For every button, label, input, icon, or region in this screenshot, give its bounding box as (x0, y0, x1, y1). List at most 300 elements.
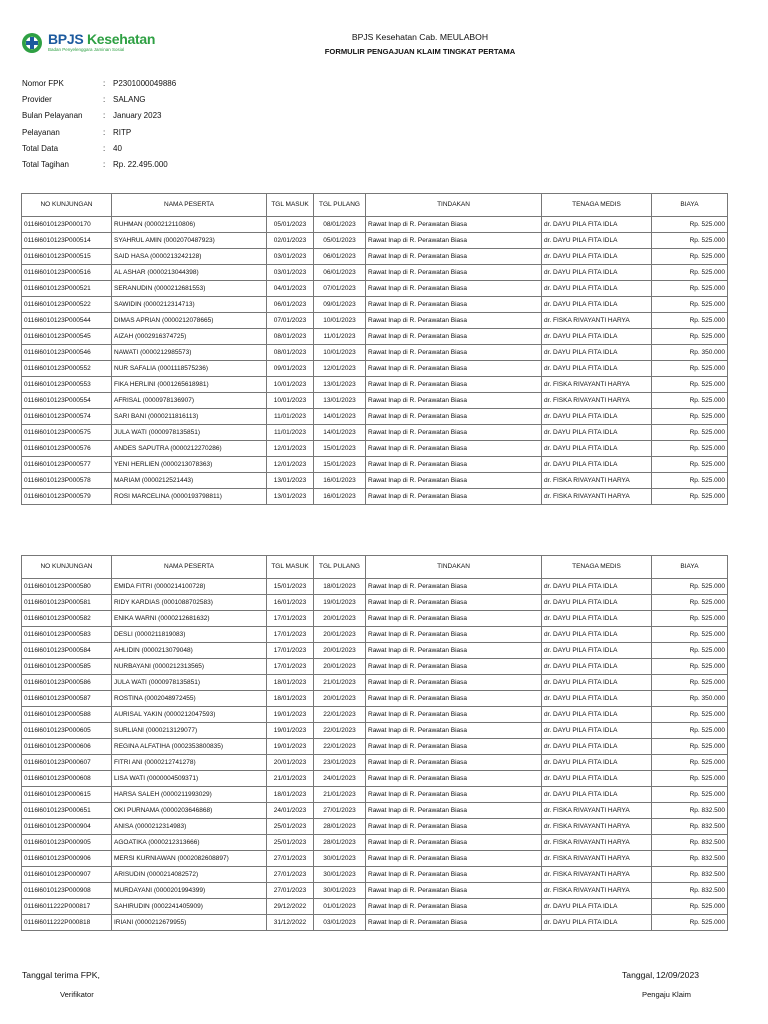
table-row (22, 425, 728, 441)
tindakan-cell: Rawat Inap di R. Perawatan Biasa (366, 441, 542, 457)
tgl-masuk-cell: 12/01/2023 (267, 441, 314, 457)
table-row (22, 675, 728, 691)
table-header-row (22, 194, 728, 217)
table-row (22, 755, 728, 771)
tenaga-medis-cell: dr. DAYU PILA FITA IDLA (542, 579, 652, 595)
tgl-pulang-cell: 10/01/2023 (314, 313, 366, 329)
tindakan-cell: Rawat Inap di R. Perawatan Biasa (366, 473, 542, 489)
tindakan-cell: Rawat Inap di R. Perawatan Biasa (366, 265, 542, 281)
tgl-masuk-cell: 10/01/2023 (267, 393, 314, 409)
biaya-cell: Rp. 525.000 (652, 393, 728, 409)
column-header-tenaga-medis: TENAGA MEDIS (542, 556, 652, 579)
tenaga-medis-cell: dr. DAYU PILA FITA IDLA (542, 297, 652, 313)
no-kunjungan-cell: 0116l6010123P000576 (22, 441, 112, 457)
tenaga-medis-cell: dr. DAYU PILA FITA IDLA (542, 595, 652, 611)
tenaga-medis-cell: dr. FISKA RIVAYANTI HARYA (542, 867, 652, 883)
tindakan-cell: Rawat Inap di R. Perawatan Biasa (366, 755, 542, 771)
tenaga-medis-cell: dr. FISKA RIVAYANTI HARYA (542, 883, 652, 899)
date-value: 12/09/2023 (656, 970, 700, 980)
table-row (22, 723, 728, 739)
tgl-pulang-cell: 23/01/2023 (314, 755, 366, 771)
tenaga-medis-cell: dr. DAYU PILA FITA IDLA (542, 249, 652, 265)
tindakan-cell: Rawat Inap di R. Perawatan Biasa (366, 835, 542, 851)
biaya-cell: Rp. 832.500 (652, 803, 728, 819)
no-kunjungan-cell: 0116l6010123P000552 (22, 361, 112, 377)
biaya-cell: Rp. 525.000 (652, 457, 728, 473)
biaya-cell: Rp. 350.000 (652, 691, 728, 707)
table-row (22, 915, 728, 931)
nama-peserta-cell: SYAHRUL AMIN (0002070487923) (112, 233, 267, 249)
biaya-cell: Rp. 525.000 (652, 281, 728, 297)
biaya-cell: Rp. 832.500 (652, 835, 728, 851)
tgl-masuk-cell: 05/01/2023 (267, 217, 314, 233)
nama-peserta-cell: ANISA (0000212314983) (112, 819, 267, 835)
tenaga-medis-cell: dr. DAYU PILA FITA IDLA (542, 643, 652, 659)
nama-peserta-cell: JULA WATI (0000978135851) (112, 425, 267, 441)
biaya-cell: Rp. 525.000 (652, 297, 728, 313)
form-title: FORMULIR PENGAJUAN KLAIM TINGKAT PERTAMA (324, 47, 516, 56)
tenaga-medis-cell: dr. FISKA RIVAYANTI HARYA (542, 377, 652, 393)
no-kunjungan-cell: 0116l6010123P000606 (22, 739, 112, 755)
no-kunjungan-cell: 0116l6010123P000588 (22, 707, 112, 723)
nama-peserta-cell: OKI PURNAMA (0000203646868) (112, 803, 267, 819)
tgl-pulang-cell: 13/01/2023 (314, 393, 366, 409)
info-label: Bulan Pelayanan (22, 111, 83, 121)
tenaga-medis-cell: dr. DAYU PILA FITA IDLA (542, 361, 652, 377)
tindakan-cell: Rawat Inap di R. Perawatan Biasa (366, 377, 542, 393)
tgl-pulang-cell: 11/01/2023 (314, 329, 366, 345)
tgl-pulang-cell: 21/01/2023 (314, 675, 366, 691)
column-header-no-kunjungan: NO KUNJUNGAN (22, 194, 112, 217)
tenaga-medis-cell: dr. DAYU PILA FITA IDLA (542, 675, 652, 691)
nama-peserta-cell: IRIANI (0000212679955) (112, 915, 267, 931)
tenaga-medis-cell: dr. DAYU PILA FITA IDLA (542, 707, 652, 723)
tgl-pulang-cell: 22/01/2023 (314, 739, 366, 755)
info-colon: : (103, 79, 106, 88)
tenaga-medis-cell: dr. DAYU PILA FITA IDLA (542, 281, 652, 297)
table-row (22, 345, 728, 361)
tgl-pulang-cell: 07/01/2023 (314, 281, 366, 297)
info-label: Nomor FPK (22, 79, 64, 88)
info-value: Rp. 22.495.000 (113, 159, 168, 169)
tenaga-medis-cell: dr. DAYU PILA FITA IDLA (542, 771, 652, 787)
tindakan-cell: Rawat Inap di R. Perawatan Biasa (366, 851, 542, 867)
table-row (22, 771, 728, 787)
info-label: Pelayanan (22, 127, 60, 137)
no-kunjungan-cell: 0116l6010123P000907 (22, 867, 112, 883)
tgl-masuk-cell: 27/01/2023 (267, 851, 314, 867)
nama-peserta-cell: AIZAH (0002916374725) (112, 329, 267, 345)
nama-peserta-cell: ENIKA WARNI (0000212681632) (112, 611, 267, 627)
biaya-cell: Rp. 525.000 (652, 611, 728, 627)
verifier-label: Verifikator (60, 990, 94, 999)
tgl-masuk-cell: 11/01/2023 (267, 425, 314, 441)
info-colon: : (103, 127, 106, 137)
tgl-masuk-cell: 08/01/2023 (267, 329, 314, 345)
tenaga-medis-cell: dr. DAYU PILA FITA IDLA (542, 329, 652, 345)
tenaga-medis-cell: dr. DAYU PILA FITA IDLA (542, 739, 652, 755)
tenaga-medis-cell: dr. DAYU PILA FITA IDLA (542, 659, 652, 675)
tindakan-cell: Rawat Inap di R. Perawatan Biasa (366, 643, 542, 659)
nama-peserta-cell: MERSI KURNIAWAN (0002082608897) (112, 851, 267, 867)
tindakan-cell: Rawat Inap di R. Perawatan Biasa (366, 345, 542, 361)
tgl-pulang-cell: 28/01/2023 (314, 835, 366, 851)
tenaga-medis-cell: dr. DAYU PILA FITA IDLA (542, 457, 652, 473)
tgl-masuk-cell: 31/12/2022 (267, 915, 314, 931)
table-row (22, 377, 728, 393)
tenaga-medis-cell: dr. FISKA RIVAYANTI HARYA (542, 851, 652, 867)
no-kunjungan-cell: 0116l6010123P000582 (22, 611, 112, 627)
tgl-masuk-cell: 27/01/2023 (267, 867, 314, 883)
no-kunjungan-cell: 0116l6010123P000615 (22, 787, 112, 803)
tenaga-medis-cell: dr. FISKA RIVAYANTI HARYA (542, 489, 652, 505)
tgl-pulang-cell: 22/01/2023 (314, 707, 366, 723)
column-header-tgl-pulang: TGL PULANG (314, 556, 366, 579)
table-row (22, 329, 728, 345)
tindakan-cell: Rawat Inap di R. Perawatan Biasa (366, 675, 542, 691)
tgl-masuk-cell: 04/01/2023 (267, 281, 314, 297)
table-row (22, 643, 728, 659)
biaya-cell: Rp. 525.000 (652, 723, 728, 739)
table-row (22, 787, 728, 803)
tenaga-medis-cell: dr. DAYU PILA FITA IDLA (542, 441, 652, 457)
tgl-masuk-cell: 17/01/2023 (267, 611, 314, 627)
tenaga-medis-cell: dr. FISKA RIVAYANTI HARYA (542, 473, 652, 489)
received-date-label: Tanggal terima FPK, (22, 970, 100, 980)
tindakan-cell: Rawat Inap di R. Perawatan Biasa (366, 819, 542, 835)
tgl-pulang-cell: 30/01/2023 (314, 851, 366, 867)
table-row (22, 803, 728, 819)
table-row (22, 313, 728, 329)
table-row (22, 393, 728, 409)
tenaga-medis-cell: dr. DAYU PILA FITA IDLA (542, 233, 652, 249)
tgl-masuk-cell: 07/01/2023 (267, 313, 314, 329)
column-header-tgl-masuk: TGL MASUK (267, 194, 314, 217)
tgl-pulang-cell: 28/01/2023 (314, 819, 366, 835)
biaya-cell: Rp. 525.000 (652, 595, 728, 611)
info-label: Total Data (22, 143, 59, 153)
table-row (22, 457, 728, 473)
tindakan-cell: Rawat Inap di R. Perawatan Biasa (366, 233, 542, 249)
tgl-masuk-cell: 20/01/2023 (267, 755, 314, 771)
no-kunjungan-cell: 0116l6010123P000521 (22, 281, 112, 297)
info-value: RITP (113, 127, 132, 137)
tgl-masuk-cell: 16/01/2023 (267, 595, 314, 611)
info-value: January 2023 (113, 111, 162, 121)
tgl-pulang-cell: 10/01/2023 (314, 345, 366, 361)
no-kunjungan-cell: 0116l6010123P000170 (22, 217, 112, 233)
tenaga-medis-cell: dr. FISKA RIVAYANTI HARYA (542, 313, 652, 329)
tgl-masuk-cell: 18/01/2023 (267, 691, 314, 707)
biaya-cell: Rp. 832.500 (652, 867, 728, 883)
tgl-pulang-cell: 20/01/2023 (314, 659, 366, 675)
tgl-masuk-cell: 06/01/2023 (267, 297, 314, 313)
biaya-cell: Rp. 832.500 (652, 819, 728, 835)
tindakan-cell: Rawat Inap di R. Perawatan Biasa (366, 249, 542, 265)
tenaga-medis-cell: dr. DAYU PILA FITA IDLA (542, 425, 652, 441)
column-header-tgl-pulang: TGL PULANG (314, 194, 366, 217)
tenaga-medis-cell: dr. FISKA RIVAYANTI HARYA (542, 835, 652, 851)
no-kunjungan-cell: 0116l6010123P000522 (22, 297, 112, 313)
tindakan-cell: Rawat Inap di R. Perawatan Biasa (366, 579, 542, 595)
tindakan-cell: Rawat Inap di R. Perawatan Biasa (366, 707, 542, 723)
nama-peserta-cell: DESLI (0000211819083) (112, 627, 267, 643)
nama-peserta-cell: HARSA SALEH (0000211993029) (112, 787, 267, 803)
biaya-cell: Rp. 525.000 (652, 265, 728, 281)
applicant-label: Pengaju Klaim (642, 990, 691, 999)
tgl-masuk-cell: 02/01/2023 (267, 233, 314, 249)
tenaga-medis-cell: dr. DAYU PILA FITA IDLA (542, 899, 652, 915)
no-kunjungan-cell: 0116l6010123P000516 (22, 265, 112, 281)
tindakan-cell: Rawat Inap di R. Perawatan Biasa (366, 329, 542, 345)
table-row (22, 249, 728, 265)
nama-peserta-cell: SURLIANI (0000213129077) (112, 723, 267, 739)
biaya-cell: Rp. 525.000 (652, 217, 728, 233)
biaya-cell: Rp. 525.000 (652, 771, 728, 787)
tgl-pulang-cell: 18/01/2023 (314, 579, 366, 595)
column-header-biaya: BIAYA (652, 194, 728, 217)
column-header-no-kunjungan: NO KUNJUNGAN (22, 556, 112, 579)
column-header-tgl-masuk: TGL MASUK (267, 556, 314, 579)
tindakan-cell: Rawat Inap di R. Perawatan Biasa (366, 361, 542, 377)
biaya-cell: Rp. 525.000 (652, 329, 728, 345)
no-kunjungan-cell: 0116l6010123P000651 (22, 803, 112, 819)
biaya-cell: Rp. 525.000 (652, 361, 728, 377)
nama-peserta-cell: AHLIDIN (0000213079048) (112, 643, 267, 659)
biaya-cell: Rp. 525.000 (652, 787, 728, 803)
table-row (22, 627, 728, 643)
tgl-masuk-cell: 13/01/2023 (267, 489, 314, 505)
biaya-cell: Rp. 832.500 (652, 851, 728, 867)
nama-peserta-cell: FIKA HERLINI (0001265618981) (112, 377, 267, 393)
tgl-masuk-cell: 10/01/2023 (267, 377, 314, 393)
info-value: SALANG (113, 95, 146, 105)
tindakan-cell: Rawat Inap di R. Perawatan Biasa (366, 489, 542, 505)
tgl-masuk-cell: 18/01/2023 (267, 675, 314, 691)
table-row (22, 611, 728, 627)
tindakan-cell: Rawat Inap di R. Perawatan Biasa (366, 313, 542, 329)
table-row (22, 441, 728, 457)
nama-peserta-cell: DIMAS APRIAN (0000212078665) (112, 313, 267, 329)
tgl-pulang-cell: 21/01/2023 (314, 787, 366, 803)
no-kunjungan-cell: 0116l6010123P000581 (22, 595, 112, 611)
biaya-cell: Rp. 525.000 (652, 233, 728, 249)
nama-peserta-cell: AGOATIKA (0000212313666) (112, 835, 267, 851)
tgl-masuk-cell: 17/01/2023 (267, 627, 314, 643)
table-row (22, 233, 728, 249)
biaya-cell: Rp. 525.000 (652, 409, 728, 425)
nama-peserta-cell: MURDAYANI (0000201994399) (112, 883, 267, 899)
nama-peserta-cell: NAWATI (0000212985573) (112, 345, 267, 361)
nama-peserta-cell: JULA WATI (0000978135851) (112, 675, 267, 691)
nama-peserta-cell: EMIDA FITRI (0000214100728) (112, 579, 267, 595)
tgl-masuk-cell: 11/01/2023 (267, 409, 314, 425)
table-row (22, 707, 728, 723)
no-kunjungan-cell: 0116l6010123P000574 (22, 409, 112, 425)
tindakan-cell: Rawat Inap di R. Perawatan Biasa (366, 281, 542, 297)
info-colon: : (103, 159, 106, 169)
biaya-cell: Rp. 525.000 (652, 675, 728, 691)
table-row (22, 595, 728, 611)
tgl-pulang-cell: 15/01/2023 (314, 457, 366, 473)
no-kunjungan-cell: 0116l6010123P000905 (22, 835, 112, 851)
table-row (22, 579, 728, 595)
logo-brand: BPJS Kesehatan (48, 31, 156, 47)
tgl-masuk-cell: 13/01/2023 (267, 473, 314, 489)
tgl-masuk-cell: 25/01/2023 (267, 819, 314, 835)
nama-peserta-cell: REGINA ALFATIHA (0002353800835) (112, 739, 267, 755)
table-row (22, 691, 728, 707)
tindakan-cell: Rawat Inap di R. Perawatan Biasa (366, 627, 542, 643)
tgl-masuk-cell: 03/01/2023 (267, 265, 314, 281)
tgl-masuk-cell: 15/01/2023 (267, 579, 314, 595)
logo-tagline: Badan Penyelenggara Jaminan Sosial (48, 47, 125, 52)
no-kunjungan-cell: 0116l6010123P000546 (22, 345, 112, 361)
tgl-masuk-cell: 08/01/2023 (267, 345, 314, 361)
tindakan-cell: Rawat Inap di R. Perawatan Biasa (366, 915, 542, 931)
tgl-pulang-cell: 27/01/2023 (314, 803, 366, 819)
tenaga-medis-cell: dr. DAYU PILA FITA IDLA (542, 345, 652, 361)
column-header-tindakan: TINDAKAN (366, 194, 542, 217)
no-kunjungan-cell: 0116l6010123P000607 (22, 755, 112, 771)
no-kunjungan-cell: 0116l6010123P000575 (22, 425, 112, 441)
table-row (22, 409, 728, 425)
nama-peserta-cell: SAID HASA (0000213242128) (112, 249, 267, 265)
tindakan-cell: Rawat Inap di R. Perawatan Biasa (366, 771, 542, 787)
biaya-cell: Rp. 525.000 (652, 627, 728, 643)
nama-peserta-cell: FITRI ANI (0000212741278) (112, 755, 267, 771)
tgl-pulang-cell: 20/01/2023 (314, 627, 366, 643)
tindakan-cell: Rawat Inap di R. Perawatan Biasa (366, 739, 542, 755)
tgl-masuk-cell: 09/01/2023 (267, 361, 314, 377)
no-kunjungan-cell: 0116l6010123P000908 (22, 883, 112, 899)
tgl-pulang-cell: 01/01/2023 (314, 899, 366, 915)
no-kunjungan-cell: 0116l6010123P000585 (22, 659, 112, 675)
table-row (22, 297, 728, 313)
tindakan-cell: Rawat Inap di R. Perawatan Biasa (366, 425, 542, 441)
biaya-cell: Rp. 525.000 (652, 579, 728, 595)
table-row (22, 835, 728, 851)
tindakan-cell: Rawat Inap di R. Perawatan Biasa (366, 409, 542, 425)
biaya-cell: Rp. 832.500 (652, 883, 728, 899)
tindakan-cell: Rawat Inap di R. Perawatan Biasa (366, 691, 542, 707)
info-colon: : (103, 111, 106, 121)
nama-peserta-cell: RIDY KARDIAS (0001088702583) (112, 595, 267, 611)
biaya-cell: Rp. 525.000 (652, 707, 728, 723)
tgl-pulang-cell: 20/01/2023 (314, 643, 366, 659)
no-kunjungan-cell: 0116l6010123P000579 (22, 489, 112, 505)
tgl-pulang-cell: 30/01/2023 (314, 883, 366, 899)
nama-peserta-cell: LISA WATI (0000004509371) (112, 771, 267, 787)
tgl-pulang-cell: 13/01/2023 (314, 377, 366, 393)
table-row (22, 489, 728, 505)
tindakan-cell: Rawat Inap di R. Perawatan Biasa (366, 457, 542, 473)
nama-peserta-cell: ROSI MARCELINA (0000193798811) (112, 489, 267, 505)
tgl-pulang-cell: 05/01/2023 (314, 233, 366, 249)
info-label: Total Tagihan (22, 159, 69, 169)
no-kunjungan-cell: 0116l6010123P000583 (22, 627, 112, 643)
no-kunjungan-cell: 0116l6011222P000817 (22, 899, 112, 915)
tenaga-medis-cell: dr. DAYU PILA FITA IDLA (542, 691, 652, 707)
tindakan-cell: Rawat Inap di R. Perawatan Biasa (366, 867, 542, 883)
tgl-pulang-cell: 20/01/2023 (314, 691, 366, 707)
date-label: Tanggal, (622, 970, 655, 980)
no-kunjungan-cell: 0116l6010123P000515 (22, 249, 112, 265)
tgl-masuk-cell: 24/01/2023 (267, 803, 314, 819)
tenaga-medis-cell: dr. DAYU PILA FITA IDLA (542, 409, 652, 425)
tgl-masuk-cell: 25/01/2023 (267, 835, 314, 851)
table-row (22, 217, 728, 233)
tgl-pulang-cell: 06/01/2023 (314, 249, 366, 265)
no-kunjungan-cell: 0116l6010123P000906 (22, 851, 112, 867)
biaya-cell: Rp. 525.000 (652, 441, 728, 457)
info-label: Provider (22, 95, 52, 105)
tindakan-cell: Rawat Inap di R. Perawatan Biasa (366, 787, 542, 803)
no-kunjungan-cell: 0116l6010123P000578 (22, 473, 112, 489)
no-kunjungan-cell: 0116l6010123P000553 (22, 377, 112, 393)
nama-peserta-cell: NURBAYANI (0000212313565) (112, 659, 267, 675)
nama-peserta-cell: ROSTINA (0002048972455) (112, 691, 267, 707)
table-row (22, 851, 728, 867)
table-row (22, 819, 728, 835)
nama-peserta-cell: MARIAM (0000212521443) (112, 473, 267, 489)
table-row (22, 867, 728, 883)
no-kunjungan-cell: 0116l6010123P000545 (22, 329, 112, 345)
tgl-masuk-cell: 21/01/2023 (267, 771, 314, 787)
info-colon: : (103, 95, 106, 105)
tgl-pulang-cell: 22/01/2023 (314, 723, 366, 739)
tgl-masuk-cell: 19/01/2023 (267, 739, 314, 755)
biaya-cell: Rp. 525.000 (652, 377, 728, 393)
no-kunjungan-cell: 0116l6010123P000580 (22, 579, 112, 595)
biaya-cell: Rp. 525.000 (652, 313, 728, 329)
no-kunjungan-cell: 0116l6010123P000584 (22, 643, 112, 659)
tenaga-medis-cell: dr. DAYU PILA FITA IDLA (542, 915, 652, 931)
nama-peserta-cell: NUR SAFALIA (0001118575236) (112, 361, 267, 377)
table-row (22, 265, 728, 281)
tenaga-medis-cell: dr. DAYU PILA FITA IDLA (542, 217, 652, 233)
nama-peserta-cell: ARISUDIN (0000214082572) (112, 867, 267, 883)
no-kunjungan-cell: 0116l6010123P000605 (22, 723, 112, 739)
tindakan-cell: Rawat Inap di R. Perawatan Biasa (366, 723, 542, 739)
table-row (22, 899, 728, 915)
no-kunjungan-cell: 0116l6010123P000608 (22, 771, 112, 787)
no-kunjungan-cell: 0116l6010123P000586 (22, 675, 112, 691)
tindakan-cell: Rawat Inap di R. Perawatan Biasa (366, 217, 542, 233)
column-header-tindakan: TINDAKAN (366, 556, 542, 579)
biaya-cell: Rp. 525.000 (652, 249, 728, 265)
biaya-cell: Rp. 525.000 (652, 643, 728, 659)
tgl-pulang-cell: 24/01/2023 (314, 771, 366, 787)
tgl-masuk-cell: 17/01/2023 (267, 659, 314, 675)
nama-peserta-cell: ANDES SAPUTRA (0000212270286) (112, 441, 267, 457)
tgl-pulang-cell: 16/01/2023 (314, 489, 366, 505)
tindakan-cell: Rawat Inap di R. Perawatan Biasa (366, 803, 542, 819)
tenaga-medis-cell: dr. DAYU PILA FITA IDLA (542, 723, 652, 739)
office-title: BPJS Kesehatan Cab. MEULABOH (351, 32, 489, 42)
biaya-cell: Rp. 525.000 (652, 755, 728, 771)
tgl-pulang-cell: 20/01/2023 (314, 611, 366, 627)
table-row (22, 659, 728, 675)
tgl-pulang-cell: 06/01/2023 (314, 265, 366, 281)
tindakan-cell: Rawat Inap di R. Perawatan Biasa (366, 659, 542, 675)
tgl-pulang-cell: 08/01/2023 (314, 217, 366, 233)
column-header-tenaga-medis: TENAGA MEDIS (542, 194, 652, 217)
no-kunjungan-cell: 0116l6010123P000514 (22, 233, 112, 249)
no-kunjungan-cell: 0116l6010123P000544 (22, 313, 112, 329)
tindakan-cell: Rawat Inap di R. Perawatan Biasa (366, 595, 542, 611)
info-value: 40 (113, 143, 122, 153)
